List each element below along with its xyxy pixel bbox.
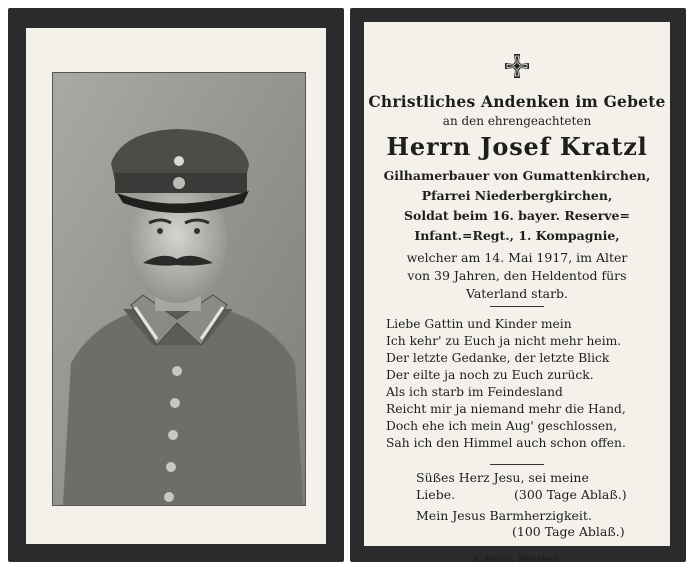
poem-line: Liebe Gattin und Kinder mein <box>386 317 572 331</box>
prayer-line: Mein Jesus Barmherzigkeit. <box>416 508 592 523</box>
bio-line: welcher am 14. Mai 1917, im Alter <box>406 250 628 265</box>
prayer-line: Liebe. <box>416 487 456 502</box>
poem-line: Sah ich den Himmel auch schon offen. <box>386 436 626 450</box>
indulgence-note: (300 Tage Ablaß.) <box>514 487 627 502</box>
poem-line: Der letzte Gedanke, der letzte Blick <box>386 351 610 365</box>
bio-line: Soldat beim 16. bayer. Reserve= <box>403 208 630 223</box>
divider <box>490 306 544 307</box>
bio-line: von 39 Jahren, den Heldentod fürs <box>407 268 627 283</box>
printer-credit: L. Rieder, Mühldorf. <box>474 554 560 563</box>
poem-line: Reicht mir ja niemand mehr die Hand, <box>386 402 626 416</box>
soldier-portrait-photo <box>52 72 306 506</box>
bio-line: Vaterland starb. <box>465 286 569 301</box>
divider <box>490 464 544 465</box>
text-panel <box>364 22 670 563</box>
deceased-name: Herrn Josef Kratzl <box>386 132 648 161</box>
bio-line: Pfarrei Niederbergkirchen, <box>421 188 613 203</box>
prayer-line: Süßes Herz Jesu, sei meine <box>416 470 589 485</box>
bio-line: Gilhamerbauer von Gumattenkirchen, <box>383 168 651 183</box>
poem-line: Ich kehr' zu Euch ja nicht mehr heim. <box>386 334 622 348</box>
poem-line: Der eilte ja noch zu Euch zurück. <box>386 368 594 382</box>
poem-line: Doch ehe ich mein Aug' geschlossen, <box>386 419 617 433</box>
intro-line: an den ehrengeachteten <box>442 114 592 128</box>
bio-line: Infant.=Regt., 1. Kompagnie, <box>414 228 620 243</box>
iron-cross-icon <box>503 52 531 80</box>
poem-line: Als ich starb im Feindesland <box>386 385 563 399</box>
heading: Christliches Andenken im Gebete <box>368 92 666 111</box>
right-card-border <box>350 8 686 562</box>
poem <box>386 316 656 452</box>
indulgence-note: (100 Tage Ablaß.) <box>512 524 625 539</box>
